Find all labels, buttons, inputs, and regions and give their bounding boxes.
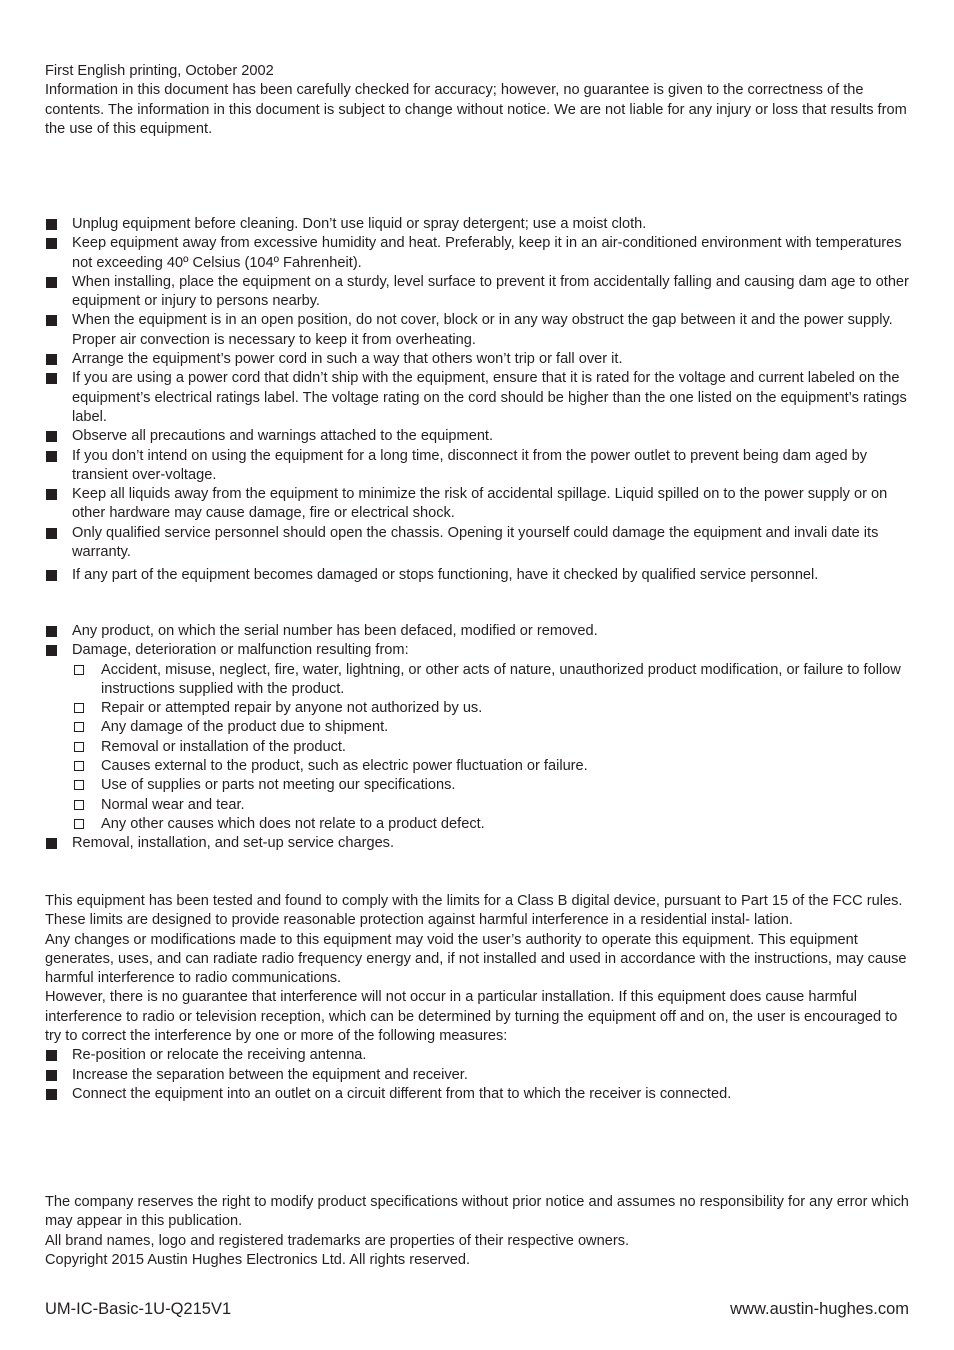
sub-list-item: Removal or installation of the product. (45, 738, 910, 757)
list-item: Keep all liquids away from the equipment to minimize the risk of accidental spillage. Liquid spilled on to the power supply or on other hardware may cause damage, fire or electrical shock. (45, 485, 910, 524)
notice-section (45, 1193, 910, 1270)
fcc-measures-list (45, 1046, 910, 1104)
list-item: When installing, place the equipment on a sturdy, level surface to prevent it from accidentally falling and causing dam age to other equipment or injury to persons nearby. (45, 273, 910, 312)
document-code: UM-IC-Basic-1U-Q215V1 (45, 1300, 232, 1318)
list-item: Only qualified service personnel should open the chassis. Opening it yourself could damage the equipment and invali date its warranty. (45, 524, 910, 563)
sub-list-item: Causes external to the product, such as electric power fluctuation or failure. (45, 757, 910, 776)
list-item: If you are using a power cord that didn’t ship with the equipment, ensure that it is rated for the voltage and current labeled on the equipment’s electrical ratings label. The voltage rating on the cord should be higher than the one listed on the equipment’s ratings label. (45, 369, 910, 427)
safety-section (45, 215, 910, 586)
warranty-section (45, 622, 910, 854)
intro-section (45, 62, 910, 139)
list-item: Damage, deterioration or malfunction resulting from: (45, 641, 910, 660)
fcc-paragraph: This equipment has been tested and found to comply with the limits for a Class B digital device, pursuant to Part 15 of the FCC rules. These limits are designed to provide reasonable protection against harmful interference in a residential instal- lation. (45, 893, 903, 929)
fcc-paragraph: Any changes or modifications made to this equipment may void the user’s authority to operate this equipment. This equipment generates, uses, and can radiate radio frequency energy and, if not installed and used in accordance with the instructions, may cause harmful interference to radio communications. (45, 931, 907, 987)
copyright-text: Copyright 2015 Austin Hughes Electronics Ltd. All rights reserved. (45, 1251, 471, 1268)
notice-paragraph: All brand names, logo and registered trademarks are properties of their respective owners. (45, 1232, 630, 1249)
list-item: Increase the separation between the equipment and receiver. (45, 1066, 910, 1085)
sub-list-item: Normal wear and tear. (45, 796, 910, 815)
safety-list (45, 215, 910, 586)
warranty-list (45, 622, 910, 661)
list-item: Arrange the equipment’s power cord in such a way that others won’t trip or fall over it. (45, 350, 910, 369)
sub-list-item: Repair or attempted repair by anyone not authorized by us. (45, 699, 910, 718)
printing-date: First English printing, October 2002 (45, 63, 274, 79)
sub-list-item: Use of supplies or parts not meeting our specifications. (45, 776, 910, 795)
list-item: Connect the equipment into an outlet on a circuit different from that to which the receiver is connected. (45, 1085, 910, 1104)
warranty-sublist (45, 661, 910, 835)
notice-paragraph: The company reserves the right to modify product specifications without prior notice and assumes no responsibility for any error which may appear in this publication. (45, 1194, 909, 1230)
list-item: If you don’t intend on using the equipment for a long time, disconnect it from the power outlet to prevent being dam aged by transient over-voltage. (45, 447, 910, 486)
list-item: When the equipment is in an open position, do not cover, block or in any way obstruct the gap between it and the power supply. Proper air convection is necessary to keep it from overheating. (45, 311, 910, 350)
list-item: If any part of the equipment becomes damaged or stops functioning, have it checked by qualified service personnel. (45, 566, 910, 585)
sub-list-item: Any damage of the product due to shipment. (45, 718, 910, 737)
sub-list-item: Accident, misuse, neglect, fire, water, lightning, or other acts of nature, unauthorized product modification, or failure to follow instructions supplied with the product. (45, 661, 910, 700)
fcc-paragraph: However, there is no guarantee that interference will not occur in a particular installation. If this equipment does cause harmful interference to radio or television reception, which can be determined by turning the equipment off and on, the user is encouraged to try to correct the interference by one or more of the following measures: (45, 989, 898, 1045)
list-item: Any product, on which the serial number has been defaced, modified or removed. (45, 622, 910, 641)
list-item: Keep equipment away from excessive humidity and heat. Preferably, keep it in an air-conditioned environment with temperatures not exceeding 40º Celsius (104º Fahrenheit). (45, 234, 910, 273)
disclaimer-text: Information in this document has been carefully checked for accuracy; however, no guarantee is given to the correctness of the contents. The information in this document is subject to change without notice. We are not liable for any injury or loss that results from the use of this equipment. (45, 82, 907, 137)
list-item: Re-position or relocate the receiving antenna. (45, 1046, 910, 1065)
warranty-list-end (45, 834, 910, 853)
sub-list-item: Any other causes which does not relate to a product defect. (45, 815, 910, 834)
website-link[interactable]: www.austin-hughes.com (730, 1300, 909, 1318)
list-item: Observe all precautions and warnings attached to the equipment. (45, 427, 910, 446)
fcc-section (45, 892, 910, 1104)
list-item: Removal, installation, and set-up service charges. (45, 834, 910, 853)
list-item: Unplug equipment before cleaning. Don’t use liquid or spray detergent; use a moist cloth. (45, 215, 910, 234)
